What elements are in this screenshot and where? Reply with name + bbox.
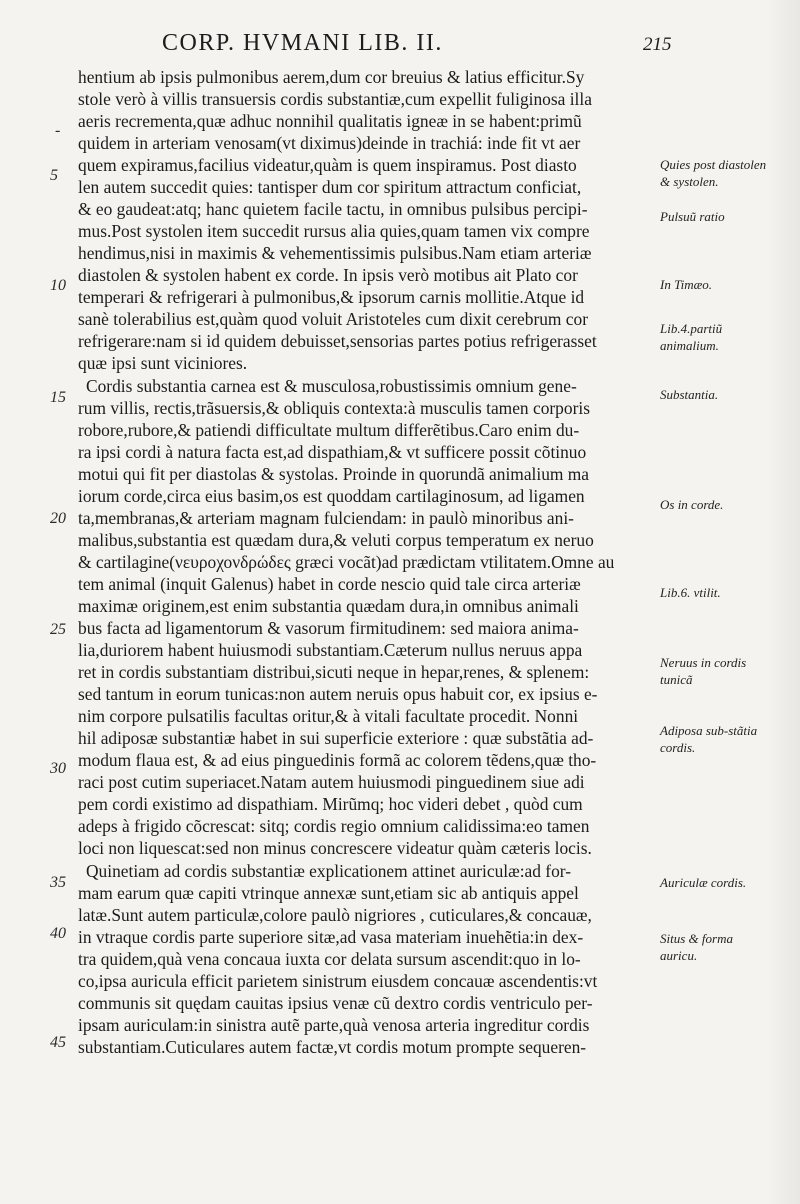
text-line: maximæ originem,est enim substantia quædam dura,in omnibus animali [78, 596, 579, 616]
text-line: latæ.Sunt autem particulæ,colore paulò nigriores , cuticulares,& concauæ, [78, 905, 592, 925]
text-line: aeris recrementa,quæ adhuc nonnihil qualitatis igneæ in se habent:primũ [78, 111, 582, 131]
text-line: malibus,substantia est quædam dura,& veluti corpus temperatum ex neruo [78, 530, 594, 550]
text-line: quidem in arteriam venosam(vt diximus)deinde in trachiá: inde fit vt aer [78, 133, 581, 153]
text-line: communis sit quędam cauitas ipsius venæ cũ dextro cordis ventriculo per- [78, 993, 593, 1013]
text-line: ta,membranas,& arteriam magnam fulciendam: in paulò minoribus ani- [78, 508, 574, 528]
text-line: hil adiposæ substantiæ habet in sui superficie exteriore : quæ substãtia ad- [78, 728, 594, 748]
page-number: 215 [643, 34, 672, 55]
line-number: 35 [50, 874, 66, 891]
text-line: ret in cordis substantiam distribui,sicuti neque in hepar,renes, & splenem: [78, 662, 590, 682]
text-line: temperari & refrigerari à pulmonibus,& ipsorum carnis mollitie.Atque id [78, 287, 585, 307]
text-line: robore,rubore,& patiendi difficultate multum differẽtibus.Caro enim du- [78, 420, 580, 440]
text-line: hendimus,nisi in maximis & vehementissimis pulsibus.Nam etiam arteriæ [78, 243, 592, 263]
text-line: & cartilagine(νευροχονδρώδες græci vocãt)ad prædictam vtilitatem.Omne au [78, 552, 615, 572]
text-line: diastolen & systolen habent ex corde. In ipsis verò motibus ait Plato cor [78, 265, 578, 285]
text-line: sed tantum in eorum tunicas:non autem neruis opus habuit cor, ex ipsius e- [78, 684, 598, 704]
text-line: quem expiramus,facilius videatur,quàm is quem inspiramus. Post diasto [78, 155, 577, 175]
text-line: ipsam auriculam:in sinistra autẽ parte,quà venosa arteria ingreditur cordis [78, 1015, 590, 1035]
marginal-note: Situs & forma auricu. [660, 931, 733, 963]
text-line: & eo gaudeat:atq; hanc quietem facile tactu, in omnibus pulsibus percipi- [78, 199, 588, 219]
text-line: stole verò à villis transuersis cordis substantiæ,cum expellit fuliginosa illa [78, 89, 592, 109]
main-text-block [0, 66, 800, 1146]
margin-dash-mark: - [55, 122, 61, 139]
text-line: bus facta ad ligamentorum & vasorum firmitudinem: sed maiora anima- [78, 618, 579, 638]
line-number: 15 [50, 389, 66, 406]
text-line: rum villis, rectis,trãsuersis,& obliquis contexta:à musculis tamen corporis [78, 398, 590, 418]
text-line: loci non liquescat:sed non minus concrescere videatur quàm cæteris locis. [78, 838, 592, 858]
line-number: 30 [50, 760, 66, 777]
text-line: lia,duriorem habent huiusmodi substantiam.Cæterum nullus neruus appa [78, 640, 583, 660]
marginal-note: Pulsuũ ratio [660, 209, 725, 224]
line-number: 40 [50, 925, 66, 942]
text-line: mus.Post systolen item succedit rursus alia quies,quam tamen vix compre [78, 221, 590, 241]
text-line: Cordis substantia carnea est & musculosa,robustissimis omnium gene- [86, 376, 577, 396]
marginal-note: Quies post diastolen & systolen. [660, 157, 767, 189]
text-line: sanè tolerabilius est,quàm quod voluit Aristoteles cum dixit cerebrum cor [78, 309, 589, 329]
text-line: adeps à frigido cõcrescat: sitq; cordis regio omnium calidissima:eo tamen [78, 816, 590, 836]
text-line: pem cordi existimo ad dispathiam. Mirũmq; hoc videri debet , quòd cum [78, 794, 583, 814]
text-line: tem animal (inquit Galenus) habet in corde nescio quid tale circa arteriæ [78, 574, 581, 594]
line-number: 45 [50, 1034, 66, 1051]
text-line: motui qui fit per diastolas & systolas. Proinde in quorundã animalium ma [78, 464, 590, 484]
text-line: substantiam.Cuticulares autem factæ,vt cordis motum prompte sequeren- [78, 1037, 587, 1057]
marginal-note: Lib.6. vtilit. [660, 585, 721, 600]
text-line: tra quidem,quà vena concaua iuxta cor delata sursum ascendit:quo in lo- [78, 949, 581, 969]
text-line: co,ipsa auricula efficit parietem sinistrum eiusdem concauæ ascendentis:vt [78, 971, 598, 991]
text-line: ra ipsi cordi à natura facta est,ad dispathiam,& vt sufficere possit cõtinuo [78, 442, 587, 462]
page-edge-shadow [766, 0, 800, 1204]
text-line: mam earum quæ capiti vtrinque annexæ sunt,etiam sic ab antiquis appel [78, 883, 579, 903]
marginal-note: In Timæo. [660, 277, 713, 292]
line-number: 5 [50, 167, 58, 184]
text-line: Quinetiam ad cordis substantiæ explicationem attinet auriculæ:ad for- [86, 861, 572, 881]
line-number: 10 [50, 277, 66, 294]
text-line: iorum corde,circa eius basim,os est quoddam cartilaginosum, ad ligamen [78, 486, 585, 506]
text-line: in vtraque cordis parte superiore sitæ,ad vasa materiam inuehẽtia:in dex- [78, 927, 584, 947]
text-line: modum flaua est, & ad eius pinguedinis formã ac colorem tẽdens,quæ tho- [78, 750, 597, 770]
page-header [0, 30, 800, 66]
marginal-note: Auriculæ cordis. [660, 875, 747, 890]
marginal-note: Os in corde. [660, 497, 724, 512]
text-line: raci post cutim superiacet.Natam autem huiusmodi pinguedinem siue adi [78, 772, 585, 792]
text-line: len autem succedit quies: tantisper dum cor spiritum attractum conficiat, [78, 177, 582, 197]
marginal-note: Lib.4.partiũ animalium. [660, 321, 723, 353]
line-number: 20 [50, 510, 66, 527]
text-line: nim corpore pulsatilis facultas oritur,& à vitali facultate procedit. Nonni [78, 706, 579, 726]
marginal-note: Adiposa sub-stãtia cordis. [660, 723, 758, 755]
running-title: CORP. HVMANI LIB. II. [162, 30, 443, 56]
text-line: refrigerare:nam si id quidem debuisset,sensorias partes potius refrigerasset [78, 331, 597, 351]
text-line: hentium ab ipsis pulmonibus aerem,dum cor breuius & latius efficitur.Sy [78, 67, 585, 87]
text-line: quæ ipsi sunt viciniores. [78, 353, 248, 373]
line-number: 25 [50, 621, 66, 638]
marginal-note: Neruus in cordis tunicã [660, 655, 747, 687]
marginal-note: Substantia. [660, 387, 719, 402]
